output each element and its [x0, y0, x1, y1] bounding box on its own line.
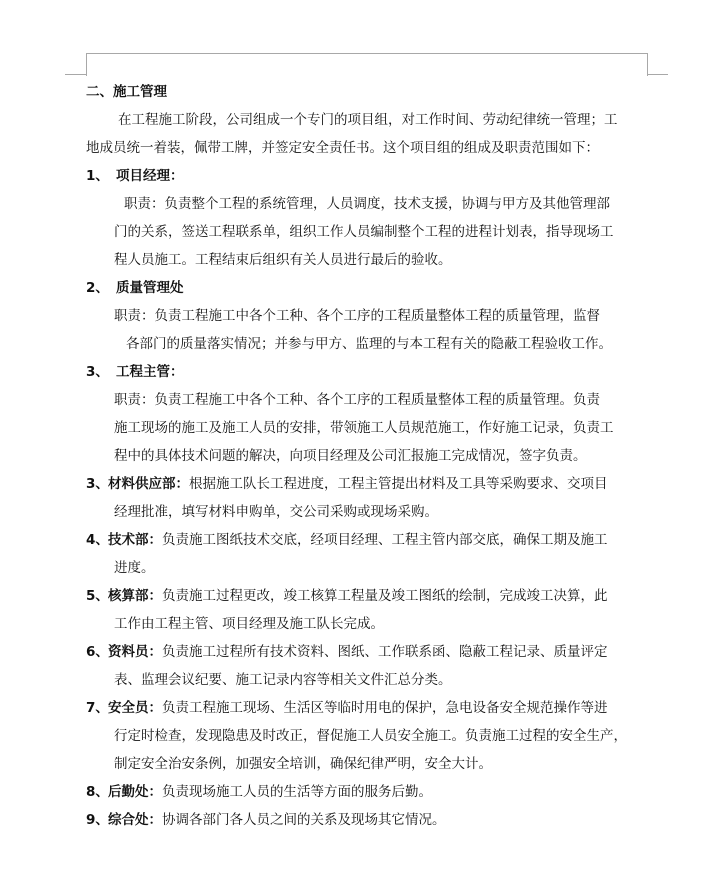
department-number: 8、 — [86, 784, 109, 800]
department-title: 材料供应部： — [108, 476, 189, 492]
department-title: 后勤处： — [108, 784, 162, 800]
department-number: 6、 — [86, 644, 109, 660]
department-number: 3、 — [86, 476, 109, 492]
department-text: 负责施工过程所有技术资料、图纸、工作联系函、隐蔽工程记录、质量评定 — [162, 644, 608, 660]
intro-line: 在工程施工阶段，公司组成一个专门的项目组，对工作时间、劳动纪律统一管理；工 — [118, 112, 618, 128]
role-title: 项目经理： — [116, 168, 184, 184]
department-line — [86, 582, 652, 610]
department-line — [86, 470, 652, 498]
department-text: 负责现场施工人员的生活等方面的服务后勤。 — [162, 784, 432, 800]
department-line — [86, 806, 652, 834]
role-heading — [86, 274, 652, 302]
department-text-line: 经理批准，填写材料申购单，交公司采购或现场采购。 — [114, 504, 438, 520]
department-text: 协调各部门各人员之间的关系及现场其它情况。 — [162, 812, 446, 828]
department-text: 负责工程施工现场、生活区等临时用电的保护，急电设备安全规范操作等进 — [162, 700, 608, 716]
department-text-line: 制定安全治安条例，加强安全培训，确保纪律严明，安全大计。 — [114, 756, 492, 772]
page-corner-mark-right — [647, 74, 668, 75]
department-line — [86, 778, 652, 806]
page-corner-mark-left — [65, 74, 86, 75]
department-line — [86, 694, 652, 722]
department-text: 负责施工过程更改，竣工核算工程量及竣工图纸的绘制，完成竣工决算，此 — [162, 588, 608, 604]
role-duty-line: 各部门的质量落实情况；并参与甲方、监理的与本工程有关的隐蔽工程验收工作。 — [126, 336, 612, 352]
department-text: 根据施工队长工程进度，工程主管提出材料及工具等采购要求、交项目 — [189, 476, 608, 492]
role-duty-line: 程人员施工。工程结束后组织有关人员进行最后的验收。 — [114, 252, 452, 268]
department-number: 9、 — [86, 812, 109, 828]
department-title: 安全员： — [108, 700, 162, 716]
page-border-top — [86, 53, 648, 76]
role-duty-line: 门的关系，签送工程联系单，组织工作人员编制整个工程的进程计划表，指导现场工 — [114, 224, 614, 240]
department-text-line: 行定时检查，发现隐患及时改正，督促施工人员安全施工。负责施工过程的安全生产， — [114, 728, 627, 744]
department-number: 4、 — [86, 532, 109, 548]
role-duty-line: 职责：负责工程施工中各个工种、各个工序的工程质量整体工程的质量管理。负责 — [114, 392, 600, 408]
role-title: 质量管理处 — [116, 280, 184, 296]
role-title: 工程主管： — [116, 364, 184, 380]
role-duty-line: 程中的具体技术问题的解决，向项目经理及公司汇报施工完成情况，签字负责。 — [114, 448, 587, 464]
department-text: 负责施工图纸技术交底，经项目经理、工程主管内部交底，确保工期及施工 — [162, 532, 608, 548]
department-line — [86, 526, 652, 554]
role-duty-line: 职责：负责工程施工中各个工种、各个工序的工程质量整体工程的质量管理，监督 — [114, 308, 600, 324]
department-line — [86, 638, 652, 666]
department-title: 技术部： — [108, 532, 162, 548]
role-heading — [86, 358, 652, 386]
role-duty-line: 职责：负责整个工程的系统管理，人员调度，技术支援，协调与甲方及其他管理部 — [124, 196, 610, 212]
role-heading — [86, 162, 652, 190]
department-number: 7、 — [86, 700, 109, 716]
department-text-line: 表、监理会议纪要、施工记录内容等相关文件汇总分类。 — [114, 672, 452, 688]
section-heading: 二、施工管理 — [86, 84, 167, 100]
department-number: 5、 — [86, 588, 109, 604]
department-title: 资料员： — [108, 644, 162, 660]
role-number: 3、 — [86, 364, 109, 380]
role-number: 2、 — [86, 280, 109, 296]
department-text-line: 工作由工程主管、项目经理及施工队长完成。 — [114, 616, 384, 632]
intro-line: 地成员统一着装，佩带工牌，并签定安全责任书。这个项目组的组成及职责范围如下： — [86, 140, 599, 156]
department-title: 核算部： — [108, 588, 162, 604]
department-text-line: 进度。 — [114, 560, 155, 576]
document-body — [86, 78, 652, 834]
role-duty-line: 施工现场的施工及施工人员的安排，带领施工人员规范施工，作好施工记录，负责工 — [114, 420, 614, 436]
role-number: 1、 — [86, 168, 109, 184]
department-title: 综合处： — [108, 812, 162, 828]
